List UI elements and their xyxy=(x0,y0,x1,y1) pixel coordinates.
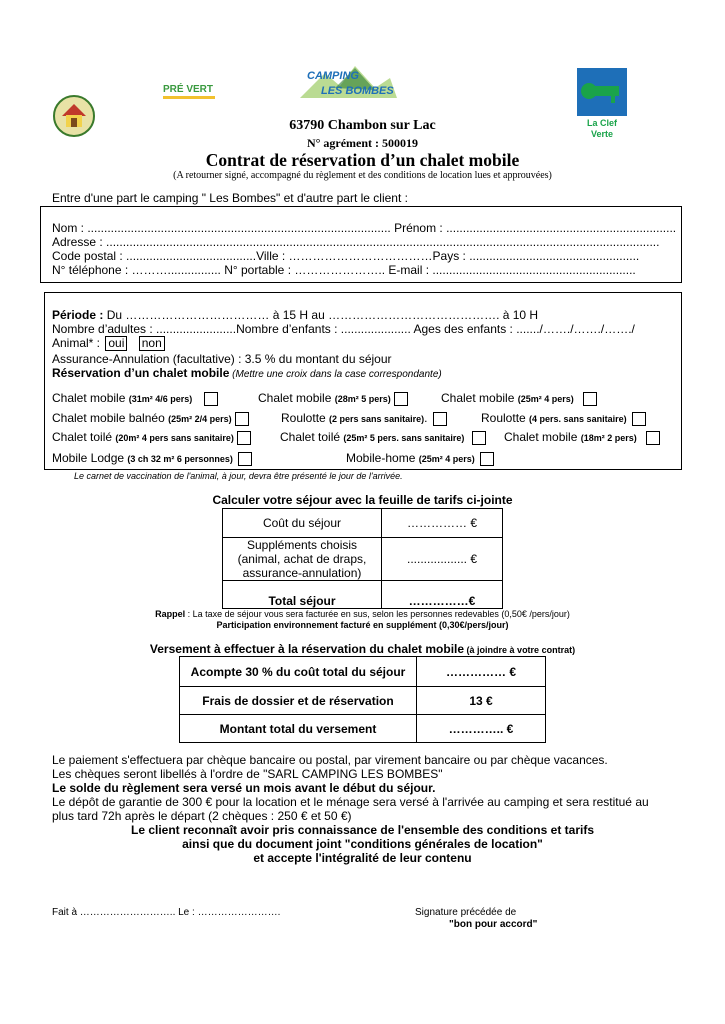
client-phone-line[interactable]: N° téléphone : ………................ N° portable : ………………….. E-mail : ............................................................. xyxy=(52,263,636,277)
versement-row-value[interactable]: …………… € xyxy=(417,657,546,687)
versement-row-value: 13 € xyxy=(417,687,546,715)
animal-oui-option[interactable]: oui xyxy=(105,336,127,351)
deposit-line-2: plus tard 72h après le départ (2 chèques : 250 € et 50 €) xyxy=(52,809,352,823)
rappel-note: Rappel : La taxe de séjour vous sera facturée en sus, selon les personnes redevables (0,50€ /pers/jour) xyxy=(155,609,570,619)
payment-methods: Le paiement s'effectuera par chèque bancaire ou postal, par virement bancaire ou par chèque vacances. xyxy=(52,753,608,767)
checkbox[interactable] xyxy=(646,431,660,445)
pre-vert-logo: PRÉ VERT xyxy=(163,84,215,99)
option-roulotte-2[interactable]: Roulotte (2 pers sans sanitaire). xyxy=(281,411,447,426)
page-subtitle: (A retourner signé, accompagné du règlement et des conditions de location lues et approuvées) xyxy=(173,170,552,181)
reservation-heading: Réservation d’un chalet mobile (Mettre une croix dans la case correspondante) xyxy=(52,366,442,380)
checkbox[interactable] xyxy=(204,392,218,406)
calcul-row-value[interactable]: …………… € xyxy=(382,509,503,538)
calcul-row-label: Coût du séjour xyxy=(223,509,382,538)
client-name-line[interactable]: Nom : ........................................................................................... Prénom : ..................................................................... xyxy=(52,221,677,235)
option-mobile-lodge[interactable]: Mobile Lodge (3 ch 32 m² 6 personnes) xyxy=(52,451,252,466)
adults-children-line[interactable]: Nombre d’adultes : ........................Nombre d’enfants : ..................... Ages des enfants : ......./……./……./……./ xyxy=(52,322,635,336)
camping-les-bombes-logo: CAMPING LES BOMBES xyxy=(295,58,400,108)
option-chalet-toile-20m2[interactable]: Chalet toilé (20m² 4 pers sans sanitaire) xyxy=(52,430,251,445)
option-chalet-31m2[interactable]: Chalet mobile (31m² 4/6 pers) xyxy=(52,391,218,406)
place-date-line[interactable]: Fait à ……………………….. Le : ……………………. xyxy=(52,907,281,918)
checkbox[interactable] xyxy=(472,431,486,445)
deposit-line-1: Le dépôt de garantie de 300 € pour la location et le ménage sera versé à l'arrivée au camping et sera restitué au xyxy=(52,795,649,809)
versement-row-value[interactable]: ………….. € xyxy=(417,715,546,743)
checkbox[interactable] xyxy=(238,452,252,466)
option-chalet-28m2[interactable]: Chalet mobile (28m² 5 pers) xyxy=(258,391,408,406)
checkbox[interactable] xyxy=(237,431,251,445)
checkbox[interactable] xyxy=(433,412,447,426)
cheque-order: Les chèques seront libellés à l'ordre de "SARL CAMPING LES BOMBES" xyxy=(52,767,443,781)
intro-text: Entre d'une part le camping " Les Bombes" et d'autre part le client : xyxy=(52,191,408,205)
calcul-table xyxy=(222,508,503,609)
vaccination-note: Le carnet de vaccination de l'animal, à jour, devra être présenté le jour de l'arrivée. xyxy=(74,471,403,481)
insurance-line: Assurance-Annulation (facultative) : 3.5 % du montant du séjour xyxy=(52,352,392,366)
client-postal-line[interactable]: Code postal : .......................................Ville : ………………………………Pays : ................................................... xyxy=(52,249,640,263)
participation-note: Participation environnement facturé en supplément (0,30€/pers/jour) xyxy=(216,620,509,630)
checkbox[interactable] xyxy=(583,392,597,406)
checkbox[interactable] xyxy=(632,412,646,426)
animal-line: Animal* : oui non xyxy=(52,336,165,351)
animal-non-option[interactable]: non xyxy=(139,336,165,351)
option-chalet-toile-25m2[interactable]: Chalet toilé (25m² 5 pers. sans sanitaire) xyxy=(280,430,486,445)
checkbox[interactable] xyxy=(394,392,408,406)
periode-line[interactable]: Période : Du ……………………………… à 15 H au ……………………………………. à 10 H xyxy=(52,308,539,322)
option-chalet-25m2[interactable]: Chalet mobile (25m² 4 pers) xyxy=(441,391,597,406)
la-clef-verte-logo: La Clef Verte xyxy=(577,68,627,140)
checkbox[interactable] xyxy=(235,412,249,426)
versement-row-label: Acompte 30 % du coût total du séjour xyxy=(180,657,417,687)
camping-address: 63790 Chambon sur Lac xyxy=(289,118,436,133)
option-roulotte-4[interactable]: Roulotte (4 pers. sans sanitaire) xyxy=(481,411,646,426)
calcul-title: Calculer votre séjour avec la feuille de tarifs ci-jointe xyxy=(212,493,513,507)
versement-table xyxy=(179,656,546,743)
calcul-row-value[interactable]: ……………€ xyxy=(382,581,503,609)
versement-row-label: Frais de dossier et de réservation xyxy=(180,687,417,715)
page-title: Contrat de réservation d’un chalet mobile xyxy=(205,150,520,170)
calcul-row-label: Total séjour xyxy=(223,581,382,609)
calcul-row-label: Suppléments choisis (animal, achat de draps, assurance-annulation) xyxy=(223,538,382,581)
bon-pour-accord-label: "bon pour accord" xyxy=(449,919,538,930)
agrement-number: N° agrément : 500019 xyxy=(306,136,419,150)
versement-row-label: Montant total du versement xyxy=(180,715,417,743)
acceptance-line-1: Le client reconnaît avoir pris connaissance de l'ensemble des conditions et tarifs xyxy=(131,823,594,837)
versement-title: Versement à effectuer à la réservation du chalet mobile (à joindre à votre contrat) xyxy=(149,642,576,656)
calcul-row-value[interactable]: .................. € xyxy=(382,538,503,581)
checkbox[interactable] xyxy=(480,452,494,466)
signature-label: Signature précédée de xyxy=(415,907,517,918)
acceptance-line-3: et accepte l'intégralité de leur contenu xyxy=(253,851,472,865)
option-mobile-home[interactable]: Mobile-home (25m² 4 pers) xyxy=(346,451,494,466)
client-address-line[interactable]: Adresse : ...................................................................................................................................................................... xyxy=(52,235,660,249)
option-chalet-balneo[interactable]: Chalet mobile balnéo (25m² 2/4 pers) xyxy=(52,411,249,426)
option-chalet-18m2[interactable]: Chalet mobile (18m² 2 pers) xyxy=(504,430,660,445)
balance-due: Le solde du règlement sera versé un mois avant le début du séjour. xyxy=(52,781,436,795)
acceptance-line-2: ainsi que du document joint "conditions générales de location" xyxy=(182,837,543,851)
